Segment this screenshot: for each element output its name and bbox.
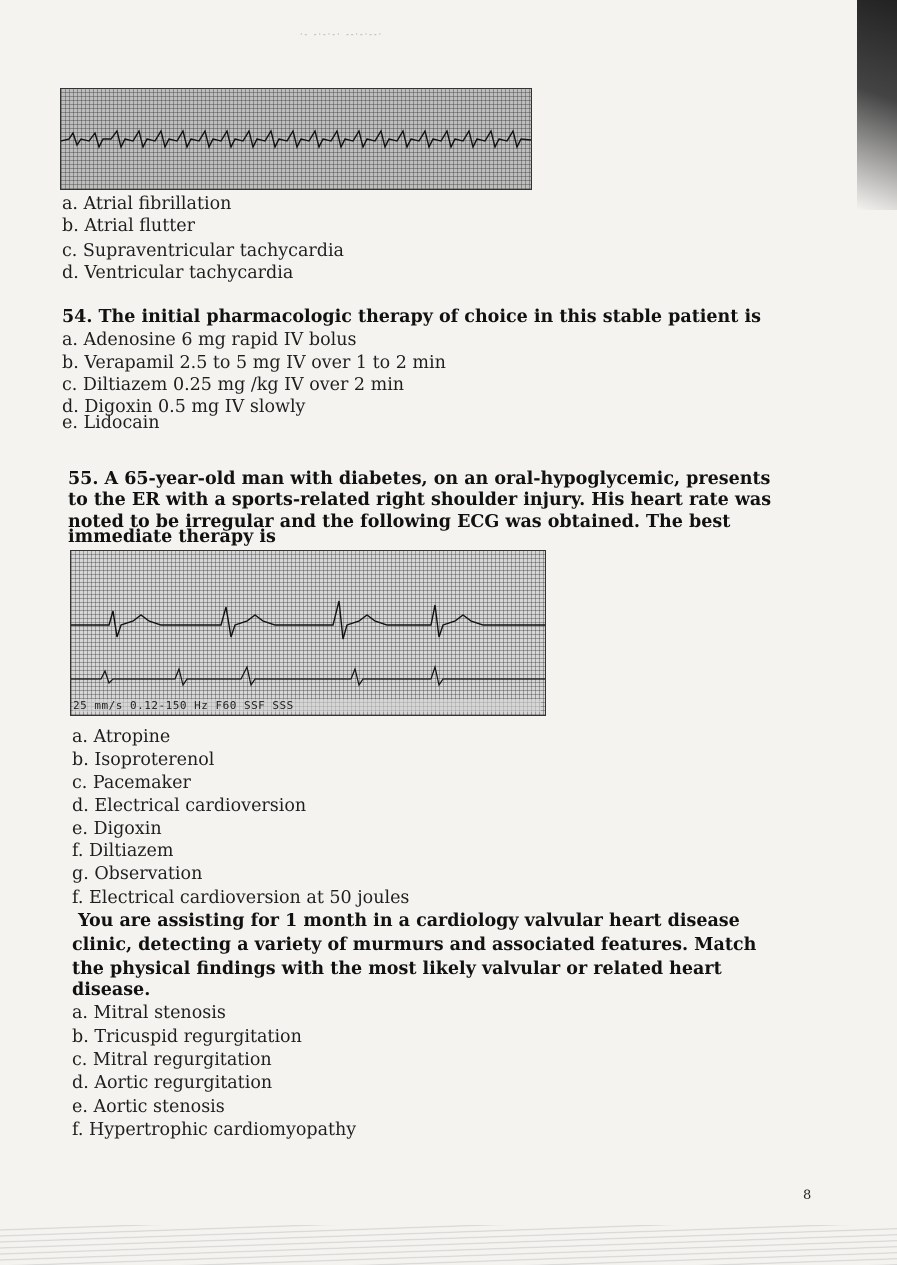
q55-option-b[interactable]: b. Isoproterenol <box>72 750 215 770</box>
q55-option-c[interactable]: c. Pacemaker <box>72 773 191 793</box>
matching-stem-line-1: You are assisting for 1 month in a cardiology valvular heart disease <box>78 911 740 931</box>
page-number: 8 <box>803 1188 812 1203</box>
ecg-strip-2 <box>70 550 546 716</box>
q55-option-d[interactable]: d. Electrical cardioversion <box>72 796 307 816</box>
q53-option-b[interactable]: b. Atrial flutter <box>62 216 195 236</box>
header-smudge: ·- -·-·-· --·-·--· <box>300 30 384 39</box>
ecg-strip-1 <box>60 88 532 190</box>
q53-option-c[interactable]: c. Supraventricular tachycardia <box>62 241 344 261</box>
matching-option-b[interactable]: b. Tricuspid regurgitation <box>72 1027 302 1047</box>
matching-stem-line-2: clinic, detecting a variety of murmurs and associated features. Match <box>72 935 757 955</box>
q55-option-a[interactable]: a. Atropine <box>72 727 171 747</box>
q55-option-e[interactable]: e. Digoxin <box>72 819 162 839</box>
q53-option-a[interactable]: a. Atrial fibrillation <box>62 194 232 214</box>
q55-option-g[interactable]: g. Observation <box>72 864 203 884</box>
q54-option-a[interactable]: a. Adenosine 6 mg rapid IV bolus <box>62 330 357 350</box>
matching-option-a[interactable]: a. Mitral stenosis <box>72 1003 226 1023</box>
q54-option-d[interactable]: d. Digoxin 0.5 mg IV slowly <box>62 397 306 417</box>
matching-option-d[interactable]: d. Aortic regurgitation <box>72 1073 273 1093</box>
matching-option-f[interactable]: f. Hypertrophic cardiomyopathy <box>72 1120 357 1140</box>
page-edge-shadow <box>857 0 897 210</box>
q55-stem-line-4: immediate therapy is <box>68 527 276 547</box>
ecg-settings-readout: 25 mm/s 0.12-150 Hz F60 SSF SSS <box>73 699 541 712</box>
ecg-trace-2 <box>71 551 545 715</box>
q55-stem-line-1: 55. A 65-year-old man with diabetes, on an oral-hypoglycemic, presents <box>68 469 771 489</box>
q53-option-d[interactable]: d. Ventricular tachycardia <box>62 263 294 283</box>
page-bottom-edge <box>0 1225 897 1265</box>
q55-option-f2[interactable]: f. Electrical cardioversion at 50 joules <box>72 888 410 908</box>
matching-stem-line-4: disease. <box>72 980 151 1000</box>
q54-option-b[interactable]: b. Verapamil 2.5 to 5 mg IV over 1 to 2 min <box>62 353 446 373</box>
q54-stem: 54. The initial pharmacologic therapy of choice in this stable patient is <box>62 307 761 327</box>
matching-option-c[interactable]: c. Mitral regurgitation <box>72 1050 272 1070</box>
q54-option-c[interactable]: c. Diltiazem 0.25 mg /kg IV over 2 min <box>62 375 405 395</box>
matching-stem-line-3: the physical findings with the most likely valvular or related heart <box>72 959 722 979</box>
ecg-trace-1 <box>61 89 531 189</box>
q55-option-f[interactable]: f. Diltiazem <box>72 841 174 861</box>
q55-stem-line-2: to the ER with a sports-related right shoulder injury. His heart rate was <box>68 490 772 510</box>
q54-option-e[interactable]: e. Lidocain <box>62 413 160 433</box>
q55-stem-line-3: noted to be irregular and the following ECG was obtained. The best <box>68 512 731 532</box>
matching-option-e[interactable]: e. Aortic stenosis <box>72 1097 225 1117</box>
